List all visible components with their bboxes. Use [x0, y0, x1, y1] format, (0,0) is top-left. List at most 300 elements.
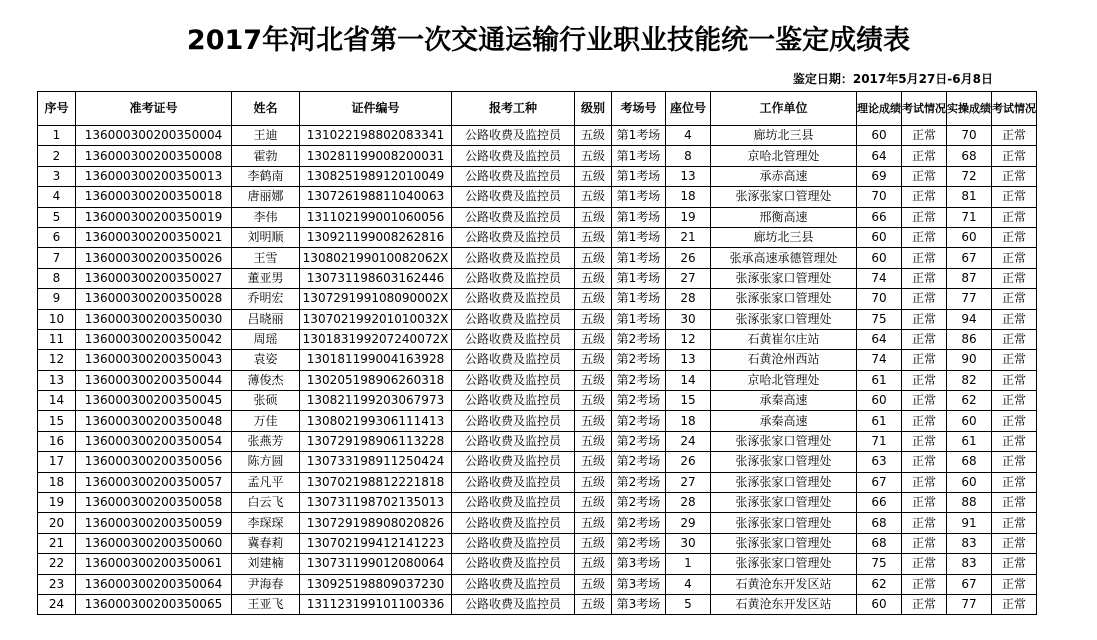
cell-level: 五级	[575, 329, 612, 349]
cell-level: 五级	[575, 289, 612, 309]
cell-exam-room: 第2考场	[612, 493, 666, 513]
cell-id-no: 130181199004163928	[300, 350, 452, 370]
cell-job-type: 公路收费及监控员	[452, 146, 575, 166]
table-row	[38, 350, 1037, 370]
cell-seat-no: 14	[666, 370, 711, 390]
cell-theory-score: 64	[857, 329, 902, 349]
cell-theory-status: 正常	[902, 493, 947, 513]
cell-index: 10	[38, 309, 76, 329]
cell-index: 12	[38, 350, 76, 370]
cell-theory-status: 正常	[902, 513, 947, 533]
cell-exam-room: 第2考场	[612, 329, 666, 349]
cell-practical-score: 71	[947, 207, 992, 227]
cell-index: 16	[38, 431, 76, 451]
cell-practical-status: 正常	[992, 452, 1037, 472]
header-exam-room: 考场号	[612, 92, 666, 126]
cell-level: 五级	[575, 411, 612, 431]
cell-admission-no: 136000300200350026	[76, 248, 232, 268]
cell-id-no: 130825198912010049	[300, 166, 452, 186]
cell-level: 五级	[575, 554, 612, 574]
table-row	[38, 309, 1037, 329]
cell-job-type: 公路收费及监控员	[452, 574, 575, 594]
cell-theory-score: 60	[857, 248, 902, 268]
cell-practical-status: 正常	[992, 370, 1037, 390]
cell-id-no: 130702199201010032X	[300, 309, 452, 329]
cell-work-unit: 张涿张家口管理处	[711, 309, 857, 329]
cell-admission-no: 136000300200350060	[76, 533, 232, 553]
cell-level: 五级	[575, 452, 612, 472]
cell-id-no: 130731199012080064	[300, 554, 452, 574]
table-row	[38, 554, 1037, 574]
header-theory-score: 理论成绩	[857, 92, 902, 126]
cell-practical-status: 正常	[992, 309, 1037, 329]
cell-name: 张燕芳	[232, 431, 300, 451]
cell-index: 15	[38, 411, 76, 431]
cell-practical-status: 正常	[992, 513, 1037, 533]
cell-level: 五级	[575, 227, 612, 247]
cell-id-no: 131123199101100336	[300, 594, 452, 614]
cell-id-no: 130729198908020826	[300, 513, 452, 533]
table-row	[38, 227, 1037, 247]
cell-exam-room: 第2考场	[612, 411, 666, 431]
cell-job-type: 公路收费及监控员	[452, 126, 575, 146]
cell-practical-status: 正常	[992, 248, 1037, 268]
cell-job-type: 公路收费及监控员	[452, 329, 575, 349]
cell-work-unit: 承秦高速	[711, 411, 857, 431]
cell-seat-no: 27	[666, 472, 711, 492]
cell-work-unit: 张涿张家口管理处	[711, 289, 857, 309]
cell-id-no: 130802199010082062X	[300, 248, 452, 268]
cell-exam-room: 第2考场	[612, 513, 666, 533]
cell-seat-no: 24	[666, 431, 711, 451]
cell-name: 李伟	[232, 207, 300, 227]
cell-exam-room: 第2考场	[612, 370, 666, 390]
table-row	[38, 166, 1037, 186]
cell-id-no: 130921199008262816	[300, 227, 452, 247]
cell-theory-score: 61	[857, 370, 902, 390]
cell-exam-room: 第1考场	[612, 207, 666, 227]
cell-job-type: 公路收费及监控员	[452, 411, 575, 431]
cell-theory-score: 60	[857, 126, 902, 146]
cell-admission-no: 136000300200350018	[76, 187, 232, 207]
cell-index: 14	[38, 391, 76, 411]
cell-exam-room: 第3考场	[612, 554, 666, 574]
cell-level: 五级	[575, 126, 612, 146]
cell-seat-no: 12	[666, 329, 711, 349]
cell-theory-score: 64	[857, 146, 902, 166]
cell-practical-score: 81	[947, 187, 992, 207]
cell-practical-score: 86	[947, 329, 992, 349]
cell-theory-status: 正常	[902, 289, 947, 309]
cell-exam-room: 第1考场	[612, 227, 666, 247]
cell-practical-score: 83	[947, 554, 992, 574]
cell-name: 吕晓丽	[232, 309, 300, 329]
cell-name: 袁姿	[232, 350, 300, 370]
cell-exam-room: 第1考场	[612, 126, 666, 146]
cell-admission-no: 136000300200350019	[76, 207, 232, 227]
cell-name: 唐丽娜	[232, 187, 300, 207]
cell-admission-no: 136000300200350021	[76, 227, 232, 247]
cell-job-type: 公路收费及监控员	[452, 513, 575, 533]
cell-theory-score: 66	[857, 207, 902, 227]
cell-level: 五级	[575, 431, 612, 451]
cell-index: 17	[38, 452, 76, 472]
cell-exam-room: 第1考场	[612, 146, 666, 166]
header-practical-status: 考试情况	[992, 92, 1037, 126]
cell-theory-status: 正常	[902, 166, 947, 186]
table-row	[38, 248, 1037, 268]
cell-job-type: 公路收费及监控员	[452, 187, 575, 207]
cell-seat-no: 28	[666, 289, 711, 309]
cell-exam-room: 第1考场	[612, 268, 666, 288]
cell-theory-status: 正常	[902, 309, 947, 329]
cell-work-unit: 张涿张家口管理处	[711, 533, 857, 553]
cell-job-type: 公路收费及监控员	[452, 554, 575, 574]
table-row	[38, 126, 1037, 146]
cell-seat-no: 19	[666, 207, 711, 227]
cell-theory-score: 68	[857, 513, 902, 533]
cell-job-type: 公路收费及监控员	[452, 166, 575, 186]
cell-work-unit: 张涿张家口管理处	[711, 187, 857, 207]
table-row	[38, 452, 1037, 472]
cell-level: 五级	[575, 370, 612, 390]
cell-index: 9	[38, 289, 76, 309]
table-row	[38, 268, 1037, 288]
cell-practical-score: 82	[947, 370, 992, 390]
cell-work-unit: 承赤高速	[711, 166, 857, 186]
cell-theory-status: 正常	[902, 370, 947, 390]
cell-seat-no: 13	[666, 350, 711, 370]
cell-seat-no: 29	[666, 513, 711, 533]
cell-work-unit: 张涿张家口管理处	[711, 554, 857, 574]
cell-exam-room: 第2考场	[612, 452, 666, 472]
cell-index: 18	[38, 472, 76, 492]
cell-name: 孟凡平	[232, 472, 300, 492]
cell-job-type: 公路收费及监控员	[452, 493, 575, 513]
cell-seat-no: 1	[666, 554, 711, 574]
table-row	[38, 370, 1037, 390]
cell-theory-status: 正常	[902, 431, 947, 451]
cell-practical-status: 正常	[992, 411, 1037, 431]
cell-theory-score: 75	[857, 309, 902, 329]
cell-level: 五级	[575, 574, 612, 594]
cell-work-unit: 张涿张家口管理处	[711, 472, 857, 492]
cell-seat-no: 5	[666, 594, 711, 614]
cell-theory-score: 61	[857, 411, 902, 431]
cell-exam-room: 第1考场	[612, 289, 666, 309]
cell-practical-status: 正常	[992, 554, 1037, 574]
cell-id-no: 130729199108090002X	[300, 289, 452, 309]
cell-exam-room: 第1考场	[612, 187, 666, 207]
cell-work-unit: 承秦高速	[711, 391, 857, 411]
header-theory-status: 考试情况	[902, 92, 947, 126]
cell-name: 乔明宏	[232, 289, 300, 309]
cell-name: 刘明顺	[232, 227, 300, 247]
table-row	[38, 289, 1037, 309]
cell-work-unit: 张涿张家口管理处	[711, 513, 857, 533]
cell-job-type: 公路收费及监控员	[452, 533, 575, 553]
cell-level: 五级	[575, 513, 612, 533]
cell-admission-no: 136000300200350042	[76, 329, 232, 349]
score-table	[37, 91, 1037, 615]
cell-level: 五级	[575, 146, 612, 166]
cell-id-no: 130702199412141223	[300, 533, 452, 553]
header-seat-no: 座位号	[666, 92, 711, 126]
cell-theory-status: 正常	[902, 207, 947, 227]
cell-theory-status: 正常	[902, 126, 947, 146]
cell-name: 薄俊杰	[232, 370, 300, 390]
cell-work-unit: 张涿张家口管理处	[711, 268, 857, 288]
cell-admission-no: 136000300200350030	[76, 309, 232, 329]
cell-level: 五级	[575, 533, 612, 553]
cell-index: 20	[38, 513, 76, 533]
cell-theory-status: 正常	[902, 391, 947, 411]
cell-exam-room: 第2考场	[612, 431, 666, 451]
cell-exam-room: 第2考场	[612, 472, 666, 492]
cell-theory-score: 60	[857, 227, 902, 247]
cell-work-unit: 石黄沧东开发区站	[711, 574, 857, 594]
cell-theory-status: 正常	[902, 411, 947, 431]
cell-exam-room: 第1考场	[612, 309, 666, 329]
cell-practical-score: 61	[947, 431, 992, 451]
cell-name: 王雪	[232, 248, 300, 268]
cell-job-type: 公路收费及监控员	[452, 289, 575, 309]
header-name: 姓名	[232, 92, 300, 126]
cell-seat-no: 13	[666, 166, 711, 186]
cell-exam-room: 第3考场	[612, 574, 666, 594]
cell-exam-room: 第2考场	[612, 350, 666, 370]
cell-practical-status: 正常	[992, 289, 1037, 309]
header-id-no: 证件编号	[300, 92, 452, 126]
table-row	[38, 207, 1037, 227]
cell-level: 五级	[575, 309, 612, 329]
cell-job-type: 公路收费及监控员	[452, 309, 575, 329]
cell-level: 五级	[575, 594, 612, 614]
cell-theory-status: 正常	[902, 472, 947, 492]
cell-theory-score: 69	[857, 166, 902, 186]
cell-theory-status: 正常	[902, 350, 947, 370]
cell-admission-no: 136000300200350057	[76, 472, 232, 492]
cell-practical-score: 60	[947, 472, 992, 492]
cell-name: 刘建楠	[232, 554, 300, 574]
cell-work-unit: 张涿张家口管理处	[711, 431, 857, 451]
cell-index: 6	[38, 227, 76, 247]
cell-admission-no: 136000300200350043	[76, 350, 232, 370]
cell-index: 3	[38, 166, 76, 186]
cell-practical-score: 72	[947, 166, 992, 186]
cell-theory-status: 正常	[902, 554, 947, 574]
cell-id-no: 130731198603162446	[300, 268, 452, 288]
cell-name: 王亚飞	[232, 594, 300, 614]
table-row	[38, 513, 1037, 533]
cell-practical-score: 87	[947, 268, 992, 288]
cell-seat-no: 15	[666, 391, 711, 411]
cell-name: 冀春莉	[232, 533, 300, 553]
cell-index: 1	[38, 126, 76, 146]
cell-practical-score: 67	[947, 574, 992, 594]
cell-practical-score: 62	[947, 391, 992, 411]
cell-name: 白云飞	[232, 493, 300, 513]
cell-practical-status: 正常	[992, 493, 1037, 513]
table-row	[38, 472, 1037, 492]
cell-admission-no: 136000300200350045	[76, 391, 232, 411]
table-row	[38, 493, 1037, 513]
table-row	[38, 594, 1037, 614]
cell-level: 五级	[575, 166, 612, 186]
page-title: 2017年河北省第一次交通运输行业职业技能统一鉴定成绩表	[186, 25, 911, 56]
cell-job-type: 公路收费及监控员	[452, 391, 575, 411]
cell-practical-status: 正常	[992, 350, 1037, 370]
cell-work-unit: 京哈北管理处	[711, 370, 857, 390]
cell-work-unit: 石黄崔尔庄站	[711, 329, 857, 349]
cell-theory-score: 68	[857, 533, 902, 553]
cell-theory-status: 正常	[902, 146, 947, 166]
cell-name: 周瑶	[232, 329, 300, 349]
cell-seat-no: 4	[666, 126, 711, 146]
cell-practical-status: 正常	[992, 207, 1037, 227]
cell-index: 22	[38, 554, 76, 574]
cell-job-type: 公路收费及监控员	[452, 431, 575, 451]
cell-theory-status: 正常	[902, 227, 947, 247]
cell-index: 23	[38, 574, 76, 594]
table-row	[38, 533, 1037, 553]
cell-id-no: 130733198911250424	[300, 452, 452, 472]
cell-seat-no: 8	[666, 146, 711, 166]
cell-theory-score: 71	[857, 431, 902, 451]
cell-exam-room: 第1考场	[612, 166, 666, 186]
cell-theory-score: 74	[857, 350, 902, 370]
cell-practical-status: 正常	[992, 594, 1037, 614]
cell-id-no: 130925198809037230	[300, 574, 452, 594]
cell-work-unit: 京哈北管理处	[711, 146, 857, 166]
cell-job-type: 公路收费及监控员	[452, 227, 575, 247]
cell-theory-score: 70	[857, 289, 902, 309]
cell-job-type: 公路收费及监控员	[452, 248, 575, 268]
cell-practical-score: 91	[947, 513, 992, 533]
cell-work-unit: 廊坊北三县	[711, 227, 857, 247]
cell-name: 张硕	[232, 391, 300, 411]
cell-admission-no: 136000300200350008	[76, 146, 232, 166]
cell-theory-status: 正常	[902, 594, 947, 614]
cell-work-unit: 邢衡高速	[711, 207, 857, 227]
cell-seat-no: 18	[666, 411, 711, 431]
table-row	[38, 411, 1037, 431]
cell-admission-no: 136000300200350044	[76, 370, 232, 390]
cell-theory-status: 正常	[902, 268, 947, 288]
cell-seat-no: 30	[666, 533, 711, 553]
cell-job-type: 公路收费及监控员	[452, 370, 575, 390]
cell-index: 8	[38, 268, 76, 288]
cell-admission-no: 136000300200350056	[76, 452, 232, 472]
cell-id-no: 130205198906260318	[300, 370, 452, 390]
cell-index: 19	[38, 493, 76, 513]
cell-practical-status: 正常	[992, 472, 1037, 492]
cell-admission-no: 136000300200350004	[76, 126, 232, 146]
table-row	[38, 329, 1037, 349]
cell-index: 4	[38, 187, 76, 207]
cell-admission-no: 136000300200350027	[76, 268, 232, 288]
cell-level: 五级	[575, 472, 612, 492]
cell-seat-no: 18	[666, 187, 711, 207]
cell-seat-no: 4	[666, 574, 711, 594]
cell-theory-score: 66	[857, 493, 902, 513]
cell-seat-no: 30	[666, 309, 711, 329]
cell-work-unit: 张承高速承德管理处	[711, 248, 857, 268]
cell-level: 五级	[575, 391, 612, 411]
cell-practical-score: 60	[947, 227, 992, 247]
header-index: 序号	[38, 92, 76, 126]
cell-theory-status: 正常	[902, 574, 947, 594]
cell-practical-score: 90	[947, 350, 992, 370]
cell-practical-score: 83	[947, 533, 992, 553]
exam-date: 鉴定日期：2017年5月27日-6月8日	[792, 72, 993, 86]
cell-practical-score: 77	[947, 289, 992, 309]
cell-practical-status: 正常	[992, 329, 1037, 349]
cell-practical-status: 正常	[992, 533, 1037, 553]
cell-level: 五级	[575, 248, 612, 268]
cell-work-unit: 张涿张家口管理处	[711, 493, 857, 513]
cell-practical-score: 88	[947, 493, 992, 513]
cell-practical-score: 60	[947, 411, 992, 431]
cell-seat-no: 26	[666, 452, 711, 472]
cell-index: 21	[38, 533, 76, 553]
cell-admission-no: 136000300200350048	[76, 411, 232, 431]
cell-name: 霍勃	[232, 146, 300, 166]
cell-job-type: 公路收费及监控员	[452, 350, 575, 370]
header-practical-score: 实操成绩	[947, 92, 992, 126]
cell-job-type: 公路收费及监控员	[452, 452, 575, 472]
cell-id-no: 130183199207240072X	[300, 329, 452, 349]
cell-work-unit: 张涿张家口管理处	[711, 452, 857, 472]
header-job-type: 报考工种	[452, 92, 575, 126]
cell-level: 五级	[575, 207, 612, 227]
cell-practical-score: 67	[947, 248, 992, 268]
cell-practical-status: 正常	[992, 391, 1037, 411]
cell-practical-status: 正常	[992, 431, 1037, 451]
cell-admission-no: 136000300200350065	[76, 594, 232, 614]
cell-seat-no: 26	[666, 248, 711, 268]
cell-job-type: 公路收费及监控员	[452, 472, 575, 492]
cell-id-no: 130802199306111413	[300, 411, 452, 431]
cell-exam-room: 第2考场	[612, 391, 666, 411]
cell-admission-no: 136000300200350064	[76, 574, 232, 594]
cell-index: 7	[38, 248, 76, 268]
cell-index: 24	[38, 594, 76, 614]
cell-exam-room: 第1考场	[612, 248, 666, 268]
cell-practical-status: 正常	[992, 126, 1037, 146]
table-row	[38, 187, 1037, 207]
cell-name: 尹海春	[232, 574, 300, 594]
cell-id-no: 130731198702135013	[300, 493, 452, 513]
cell-practical-status: 正常	[992, 574, 1037, 594]
cell-id-no: 130702198812221818	[300, 472, 452, 492]
cell-job-type: 公路收费及监控员	[452, 594, 575, 614]
cell-exam-room: 第2考场	[612, 533, 666, 553]
cell-theory-score: 62	[857, 574, 902, 594]
table-row	[38, 391, 1037, 411]
cell-practical-score: 70	[947, 126, 992, 146]
cell-job-type: 公路收费及监控员	[452, 207, 575, 227]
cell-id-no: 130821199203067973	[300, 391, 452, 411]
cell-theory-score: 67	[857, 472, 902, 492]
cell-exam-room: 第3考场	[612, 594, 666, 614]
cell-level: 五级	[575, 493, 612, 513]
table-row	[38, 146, 1037, 166]
cell-seat-no: 21	[666, 227, 711, 247]
cell-theory-score: 75	[857, 554, 902, 574]
cell-work-unit: 石黄沧州西站	[711, 350, 857, 370]
cell-practical-score: 68	[947, 146, 992, 166]
